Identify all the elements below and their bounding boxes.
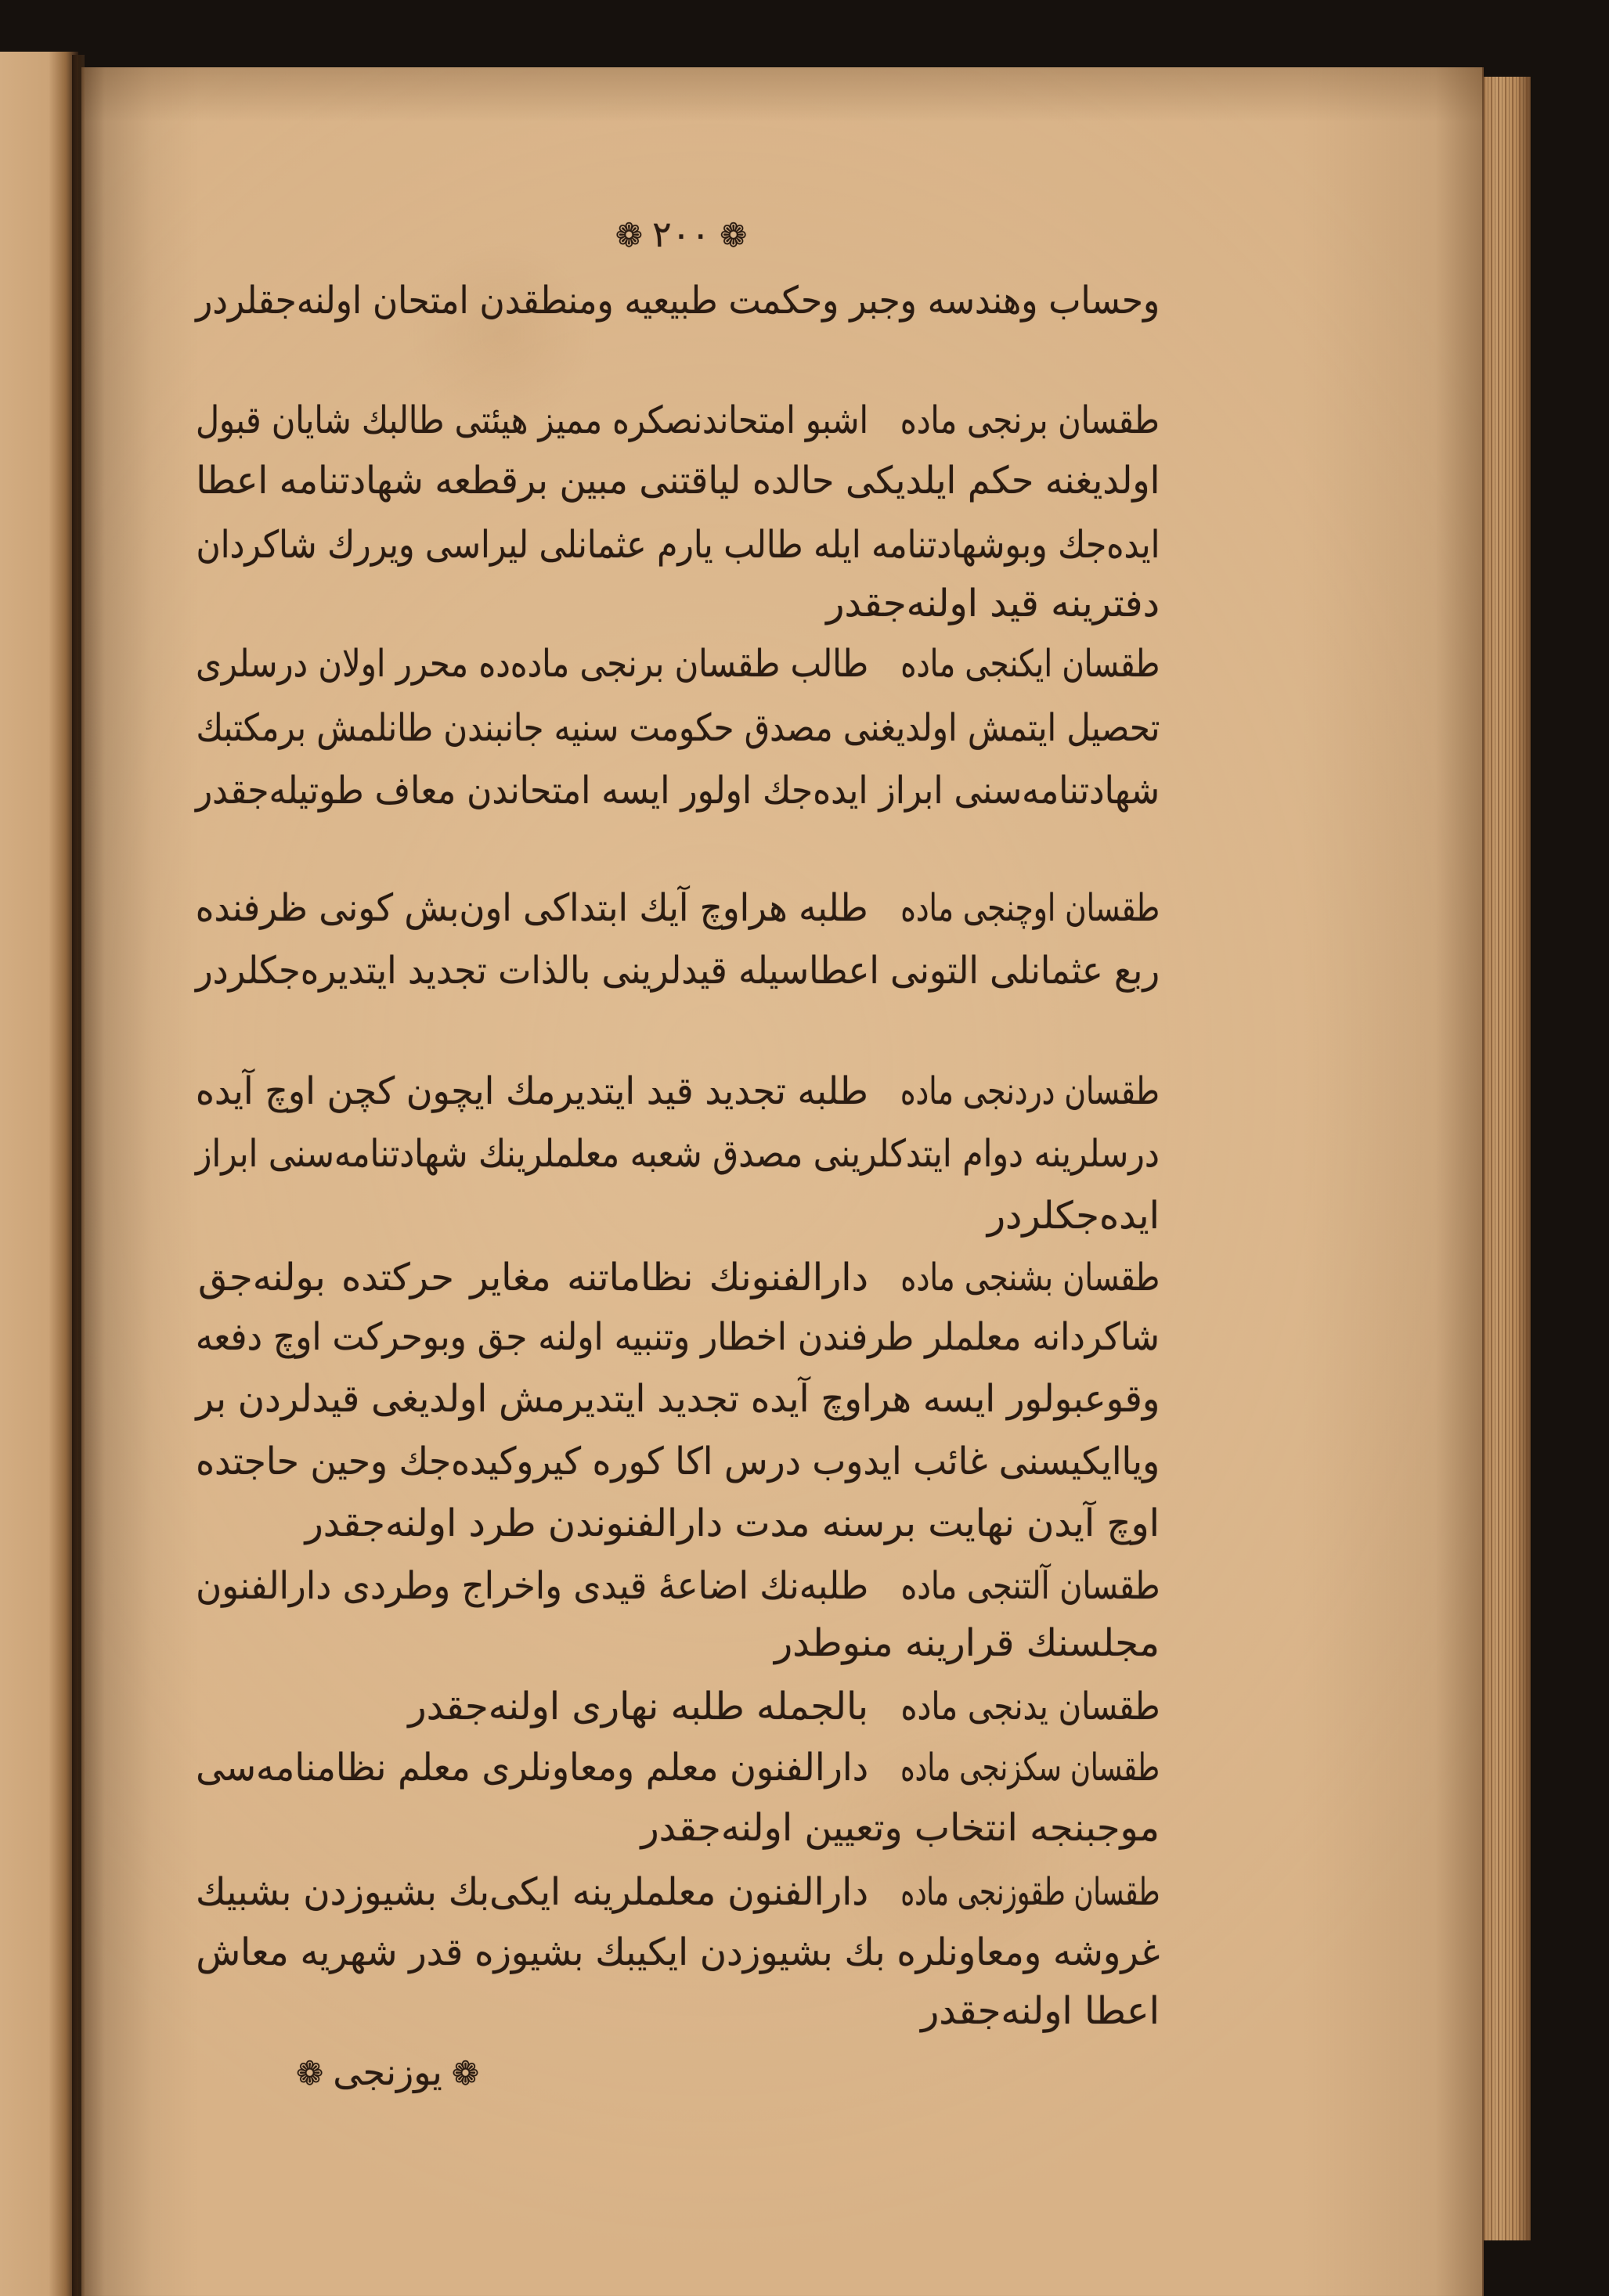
catchword-text: یوزنجی bbox=[333, 2051, 442, 2093]
article-line-text: اشبو امتحاندنصكره ممیز هیئتی طالبك شایان قبول bbox=[195, 398, 868, 442]
article-99-line-3 bbox=[196, 1984, 1160, 2038]
article-94-line-3 bbox=[196, 1188, 1160, 1243]
article-label-text: طقسان یدنجی ماده bbox=[900, 1685, 1160, 1728]
article-line-text: بالجمله طلبه نهاری اولنه‌جقدر bbox=[408, 1685, 868, 1728]
article-label-text: طقسان دردنجی ماده bbox=[900, 1069, 1160, 1113]
article-label-text: طقسان سكزنجی ماده bbox=[900, 1746, 1160, 1790]
catchword bbox=[274, 2045, 501, 2100]
article-line-text: ویاایكیسنی غائب ایدوب درس اكا كوره كیروكیده‌جك وحین حاجتده bbox=[195, 1440, 1160, 1483]
article-line-text: طلبه تجدید قید ایتدیرمك ایچون كچن اوچ آیده bbox=[195, 1069, 868, 1113]
article-label-text: طقسان آلتنجی ماده bbox=[900, 1564, 1160, 1608]
article-line-text: ایده‌جكلردر bbox=[987, 1194, 1160, 1238]
article-91-line-4 bbox=[196, 576, 1160, 631]
intro-line-text: وحساب وهندسه وجبر وحكمت طبیعیه ومنطقدن امتحان اولنه‌جقلردر bbox=[196, 279, 1160, 323]
article-92-line-1 bbox=[196, 636, 868, 691]
article-95-label bbox=[900, 1250, 1160, 1305]
article-93-line-2 bbox=[196, 943, 1160, 998]
article-95-line-2 bbox=[196, 1310, 1160, 1364]
article-95-line-3 bbox=[196, 1371, 1160, 1426]
article-99-line-2 bbox=[196, 1925, 1160, 1980]
article-label-text: طقسان اوچنجی ماده bbox=[900, 886, 1160, 930]
article-99-label bbox=[900, 1865, 1160, 1919]
article-line-text: دفترینه قید اولنه‌جقدر bbox=[826, 582, 1160, 625]
article-line-text: طلبه هراوچ آیك ابتداكی اون‌بش كونی ظرفنده bbox=[196, 886, 868, 930]
article-line-text: وقوعبولور ایسه هراوچ آیده تجدید ایتدیرمش اولدیغی قیدلردن بر bbox=[195, 1377, 1160, 1421]
article-98-line-2 bbox=[196, 1800, 1160, 1855]
article-label-text: طقسان برنجی ماده bbox=[900, 398, 1160, 442]
page-stack-edge bbox=[1484, 77, 1531, 2240]
intro-line bbox=[196, 273, 1160, 328]
article-98-line-1 bbox=[196, 1740, 868, 1795]
article-label-text: طقسان طقوزنجی ماده bbox=[900, 1870, 1160, 1914]
article-93-line-1 bbox=[196, 881, 868, 935]
fleuron-icon bbox=[296, 2046, 323, 2101]
article-line-text: اعطا اولنه‌جقدر bbox=[921, 1989, 1160, 2033]
page-header bbox=[548, 207, 814, 261]
article-91-line-3 bbox=[196, 517, 1160, 572]
article-line-text: شهادتنامه‌سنی ابراز ایده‌جك اولور ایسه امتحاندن معاف طوتیله‌جقدر bbox=[195, 769, 1160, 813]
article-94-line-1 bbox=[196, 1064, 868, 1119]
page-number: ٢٠٠ bbox=[651, 213, 711, 255]
article-line-text: غروشه ومعاونلره بك بشیوزدن ایكیبك بشیوزه قدر شهریه معاش bbox=[196, 1930, 1160, 1974]
article-line-text: دارالفنون معلم ومعاونلری معلم نظامنامه‌سی bbox=[195, 1746, 868, 1790]
article-95-line-4 bbox=[196, 1434, 1160, 1489]
article-line-text: تحصیل ایتمش اولدیغنی مصدق حكومت سنیه جانبندن طانلمش برمكتبك bbox=[196, 706, 1160, 750]
article-94-label bbox=[900, 1064, 1160, 1119]
article-97-line-1 bbox=[196, 1679, 868, 1734]
article-91-line-1 bbox=[196, 393, 868, 448]
article-label-text: طقسان ایكنجی ماده bbox=[900, 642, 1160, 686]
article-line-text: اولدیغنه حكم ایلدیكی حالده لیاقتنی مبین برقطعه شهادتنامه اعطا bbox=[195, 459, 1160, 503]
article-92-label bbox=[900, 636, 1160, 691]
article-line-text: درسلرینه دوام ایتدكلرینی مصدق شعبه معلملرینك شهادتنامه‌سنی ابراز bbox=[196, 1132, 1160, 1176]
article-line-text: دارالفنونك نظاماتنه مغایر حركتده بولنه‌جق bbox=[197, 1256, 868, 1299]
article-95-line-1 bbox=[196, 1250, 868, 1305]
article-line-text: طلبه‌نك اضاعهٔ قیدی واخراج وطردی دارالفنون bbox=[195, 1564, 868, 1608]
facing-page-edge bbox=[0, 52, 78, 2296]
article-line-text: طالب طقسان برنجی ماده‌ده محرر اولان درسلری bbox=[195, 642, 868, 686]
article-94-line-2 bbox=[196, 1126, 1160, 1181]
article-95-line-5 bbox=[196, 1496, 1160, 1551]
article-line-text: ربع عثمانلی التونی اعطاسیله قیدلرینی بالذات تجدید ایتدیره‌جكلردر bbox=[195, 949, 1160, 993]
article-line-text: اوچ آیدن نهایت برسنه مدت دارالفنوندن طرد اولنه‌جقدر bbox=[305, 1501, 1160, 1545]
article-96-line-1 bbox=[196, 1559, 868, 1613]
article-99-line-1 bbox=[196, 1865, 868, 1919]
fleuron-icon bbox=[615, 208, 643, 263]
article-97-label bbox=[900, 1679, 1160, 1734]
article-92-line-2 bbox=[196, 701, 1160, 755]
article-93-label bbox=[900, 881, 1160, 935]
article-92-line-3 bbox=[196, 763, 1160, 818]
article-line-text: مجلسنك قرارینه منوطدر bbox=[774, 1621, 1160, 1665]
article-91-line-2 bbox=[196, 453, 1160, 508]
article-96-label bbox=[900, 1559, 1160, 1613]
article-label-text: طقسان بشنجی ماده bbox=[900, 1256, 1160, 1299]
article-98-label bbox=[900, 1740, 1160, 1795]
article-96-line-2 bbox=[196, 1616, 1160, 1671]
article-91-label bbox=[900, 393, 1160, 448]
article-line-text: دارالفنون معلملرینه ایكی‌بك بشیوزدن بشبیك bbox=[195, 1870, 868, 1914]
article-line-text: ایده‌جك وبوشهادتنامه ایله طالب یارم عثمانلی لیراسی ویررك شاكردان bbox=[196, 523, 1160, 567]
article-line-text: شاكردانه معلملر طرفندن اخطار وتنبیه اولنه جق وبوحركت اوچ دفعه bbox=[195, 1315, 1160, 1359]
fleuron-icon bbox=[452, 2046, 479, 2101]
article-line-text: موجبنجه انتخاب وتعیین اولنه‌جقدر bbox=[640, 1806, 1160, 1850]
fleuron-icon bbox=[720, 208, 747, 263]
